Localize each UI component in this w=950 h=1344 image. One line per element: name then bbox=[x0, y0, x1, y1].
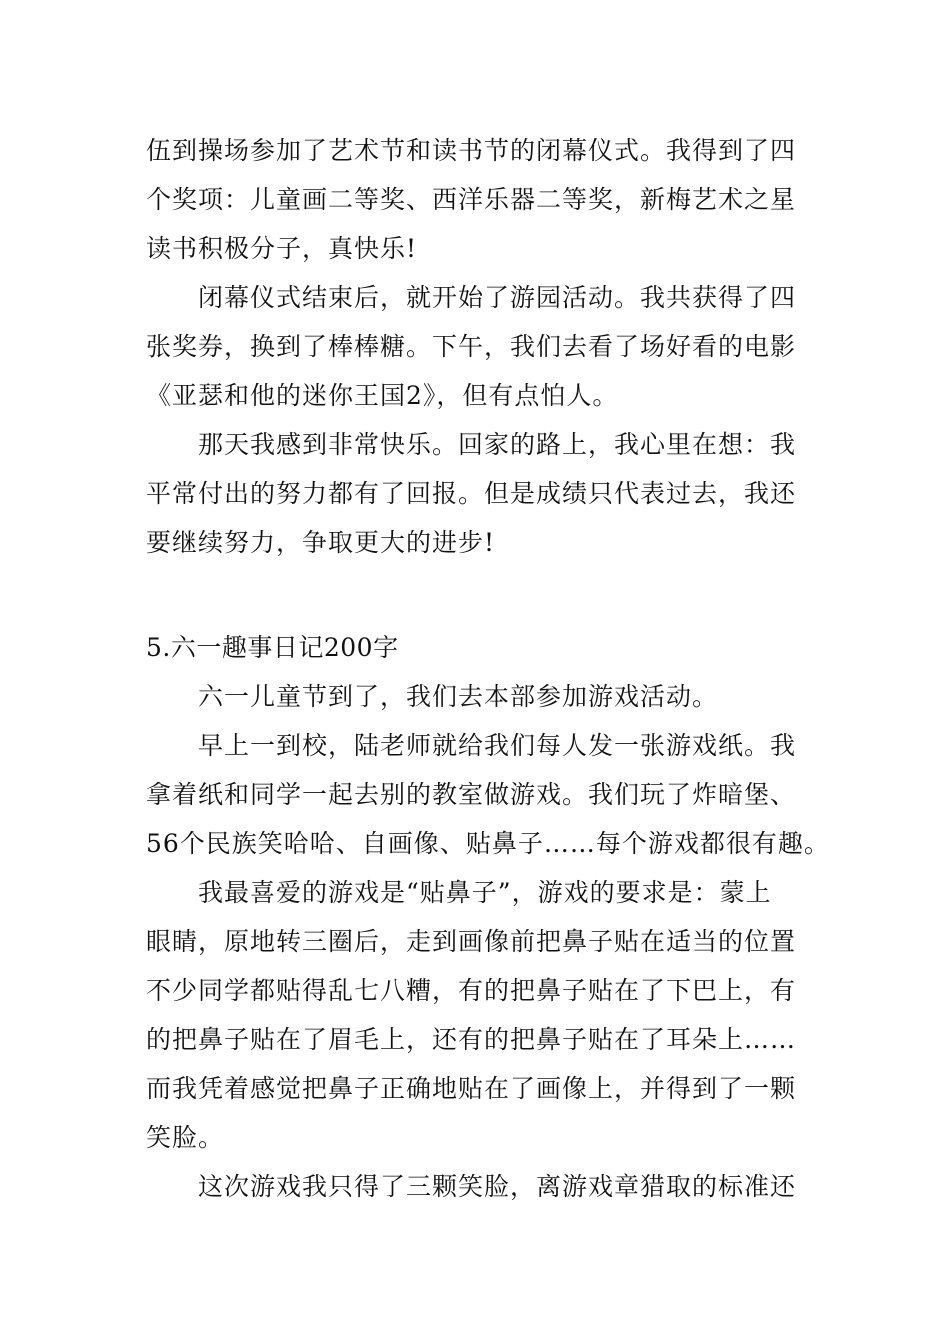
paragraph-line: 闭幕仪式结束后，就开始了游园活动。我共获得了四 bbox=[198, 283, 797, 312]
paragraph-line: 这次游戏我只得了三颗笑脸，离游戏章猎取的标准还 bbox=[198, 1172, 797, 1201]
paragraph bbox=[146, 273, 836, 420]
paragraph-line: 的把鼻子贴在了眉毛上，还有的把鼻子贴在了耳朵上…… bbox=[146, 1025, 797, 1054]
paragraph-line: 读书积极分子，真快乐! bbox=[146, 234, 418, 263]
section-heading: 5.六一趣事日记200字 bbox=[146, 633, 399, 662]
paragraph-line: 眼睛，原地转三圈后，走到画像前把鼻子贴在适当的位置 bbox=[146, 927, 797, 956]
paragraph-line: 而我凭着感觉把鼻子正确地贴在了画像上，并得到了一颗 bbox=[146, 1074, 797, 1103]
paragraph-line: 《亚瑟和他的迷你王国2》，但有点怕人。 bbox=[146, 381, 619, 410]
paragraph bbox=[146, 868, 836, 1162]
paragraph-line: 平常付出的努力都有了回报。但是成绩只代表过去，我还 bbox=[146, 479, 797, 508]
paragraph-line: 我最喜爱的游戏是“贴鼻子”，游戏的要求是：蒙上 bbox=[198, 878, 772, 907]
paragraph-line: 早上一到校，陆老师就给我们每人发一张游戏纸。我 bbox=[198, 731, 797, 760]
paragraph bbox=[146, 420, 836, 567]
paragraph-line: 六一儿童节到了，我们去本部参加游戏活动。 bbox=[198, 682, 719, 711]
paragraph-line: 不少同学都贴得乱七八糟，有的把鼻子贴在了下巴上，有 bbox=[146, 976, 797, 1005]
paragraph-line: 拿着纸和同学一起去别的教室做游戏。我们玩了炸暗堡、 bbox=[146, 780, 797, 809]
paragraph-line: 要继续努力，争取更大的进步! bbox=[146, 528, 496, 557]
paragraph bbox=[146, 721, 836, 868]
previous-section-text bbox=[146, 126, 836, 567]
paragraph bbox=[146, 672, 836, 721]
paragraph bbox=[146, 1162, 836, 1211]
paragraph-line: 张奖券，换到了棒棒糖。下午，我们去看了场好看的电影 bbox=[146, 332, 797, 361]
paragraph-line: 伍到操场参加了艺术节和读书节的闭幕仪式。我得到了四 bbox=[146, 136, 797, 165]
section-5 bbox=[146, 623, 836, 1211]
paragraph-line: 笑脸。 bbox=[146, 1123, 225, 1152]
paragraph bbox=[146, 126, 836, 273]
paragraph-line: 个奖项：儿童画二等奖、西洋乐器二等奖，新梅艺术之星 bbox=[146, 185, 797, 214]
paragraph-line: 那天我感到非常快乐。回家的路上，我心里在想：我 bbox=[198, 430, 797, 459]
paragraph-line: 56个民族笑哈哈、自画像、贴鼻子……每个游戏都很有趣。 bbox=[146, 829, 830, 858]
